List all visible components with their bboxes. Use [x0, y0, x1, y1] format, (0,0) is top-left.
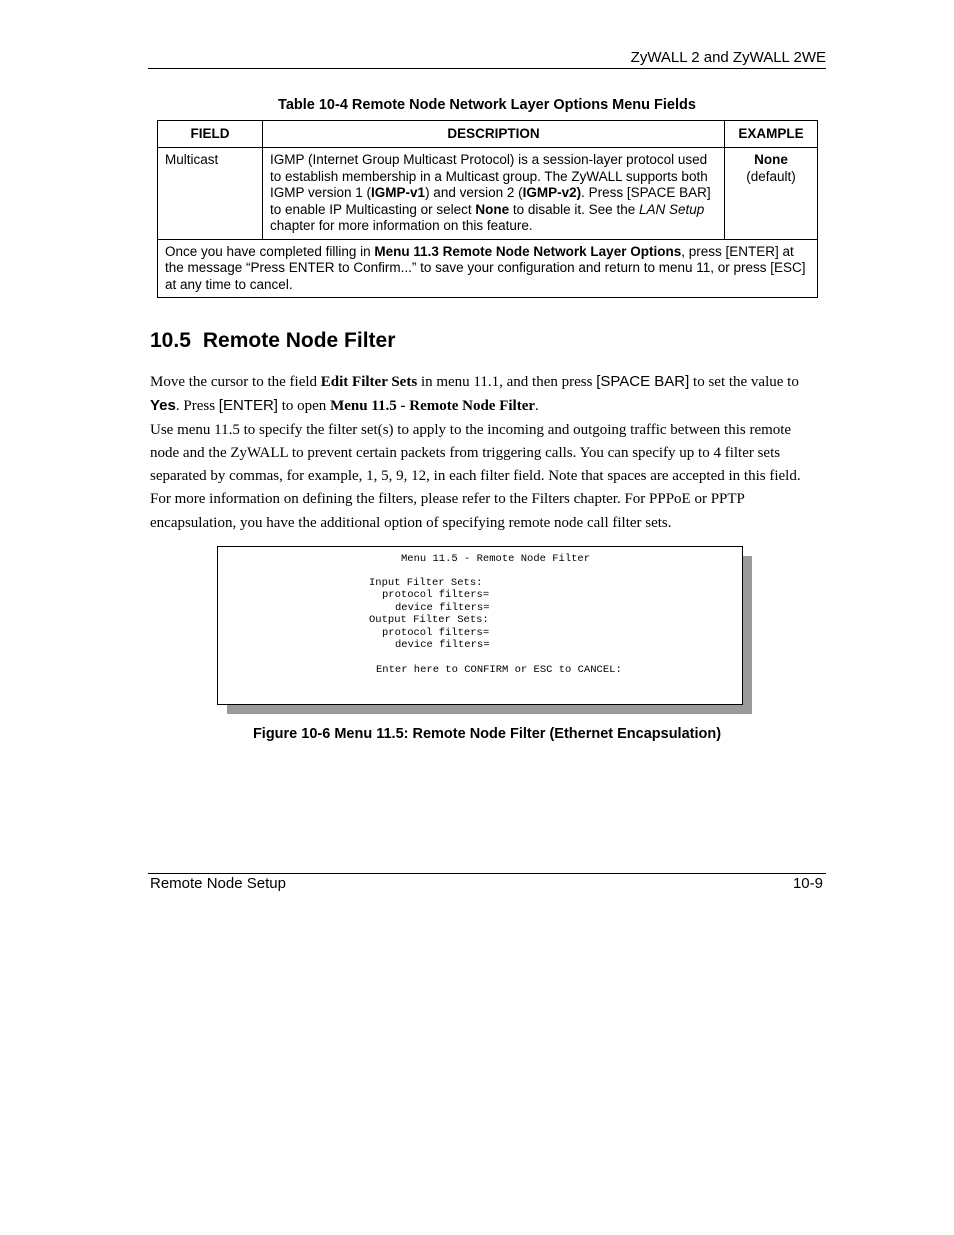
desc-text: . Press [SPACE BAR] to enable IP Multicasting or select — [270, 185, 711, 217]
column-header-description: DESCRIPTION — [263, 121, 725, 148]
example-cell — [725, 148, 818, 240]
terminal-output-protocol: protocol filters= — [382, 627, 490, 639]
desc-text: IGMP (Internet Group Multicast Protocol) is a session-layer protocol used to establish membership in a Multicast group. The ZyWALL supports both IGMP version 1 ( — [270, 152, 708, 200]
paragraph-1 — [150, 370, 822, 419]
p1-text: . — [535, 398, 539, 415]
example-note: (default) — [746, 168, 796, 184]
desc-text: to disable it. See the — [509, 201, 639, 217]
desc-bold-none: None — [475, 201, 510, 217]
desc-text: chapter for more information on this feature. — [270, 218, 533, 233]
p1-text: Move the cursor to the field — [150, 374, 321, 390]
p1-bold-field: Edit Filter Sets — [320, 374, 418, 390]
section-number: 10.5 — [150, 329, 191, 352]
description-cell — [263, 148, 725, 240]
terminal-screen — [218, 547, 742, 704]
p1-text: in menu 11.1, and then press — [417, 374, 597, 390]
terminal-input-protocol: protocol filters= — [382, 589, 490, 601]
terminal-input-sets: Input Filter Sets: — [369, 577, 483, 589]
desc-text: ) and version 2 ( — [425, 185, 523, 200]
note-bold-menu: Menu 11.3 Remote Node Network Layer Options — [374, 243, 682, 259]
p1-bold-menu: Menu 11.5 - Remote Node Filter — [330, 398, 536, 415]
note-text: , press [ENTER] at the message “Press ENTER to Confirm...” to save your configuration and return to menu 11, or press [ESC] at any time to cancel. — [165, 243, 806, 292]
note-text: Once you have completed filling in — [165, 243, 375, 259]
table-caption: Table 10-4 Remote Node Network Layer Options Menu Fields — [278, 97, 696, 113]
fields-table — [157, 120, 818, 298]
p1-text: . Press — [175, 398, 219, 415]
table-note-row — [158, 239, 818, 298]
p1-key-yes: Yes — [150, 397, 176, 415]
p1-text: to set the value to — [689, 374, 799, 390]
footer-rule — [148, 873, 826, 874]
table-row — [158, 148, 818, 240]
section-heading — [150, 329, 395, 353]
footer-page-number: 10-9 — [792, 875, 823, 892]
footer-chapter: Remote Node Setup — [150, 875, 286, 892]
terminal-output-sets: Output Filter Sets: — [369, 614, 489, 626]
terminal-output-device: device filters= — [395, 639, 490, 651]
terminal-figure — [217, 546, 743, 705]
desc-bold-igmp-v1: IGMP-v1 — [371, 185, 426, 200]
desc-italic-lan-setup: LAN Setup — [638, 201, 705, 217]
terminal-prompt: Enter here to CONFIRM or ESC to CANCEL: — [376, 664, 622, 676]
example-value: None — [754, 152, 788, 167]
field-cell: Multicast — [158, 148, 263, 240]
p1-key-space-bar: [SPACE BAR] — [596, 373, 690, 390]
column-header-example: EXAMPLE — [725, 121, 818, 148]
p1-text: to open — [277, 398, 331, 415]
paragraph-2: Use menu 11.5 to specify the filter set(s) to apply to the incoming and outgoing traffic between this remote node and the ZyWALL to prevent certain packets from triggering calls. You can specify up to 4 filter sets separated by commas, for example, 1, 5, 9, 12, in each filter field. Note that spaces are accepted in this field. For more information on defining the filters, please refer to the Filters chapter. For PPPoE or PPTP encapsulation, you have the additional option of specifying remote node call filter sets. — [150, 421, 801, 531]
body-text — [150, 370, 822, 535]
terminal-title: Menu 11.5 - Remote Node Filter — [401, 553, 591, 565]
header-rule — [148, 68, 826, 69]
column-header-field: FIELD — [158, 121, 263, 148]
desc-bold-igmp-v2: IGMP-v2) — [522, 185, 582, 200]
terminal-input-device: device filters= — [395, 602, 490, 614]
table-header-row — [158, 121, 818, 148]
running-header: ZyWALL 2 and ZyWALL 2WE — [630, 49, 826, 66]
p1-key-enter: [ENTER] — [218, 397, 278, 415]
section-title: Remote Node Filter — [202, 329, 396, 352]
table-note — [158, 239, 818, 298]
figure-caption: Figure 10-6 Menu 11.5: Remote Node Filter (Ethernet Encapsulation) — [252, 726, 722, 742]
